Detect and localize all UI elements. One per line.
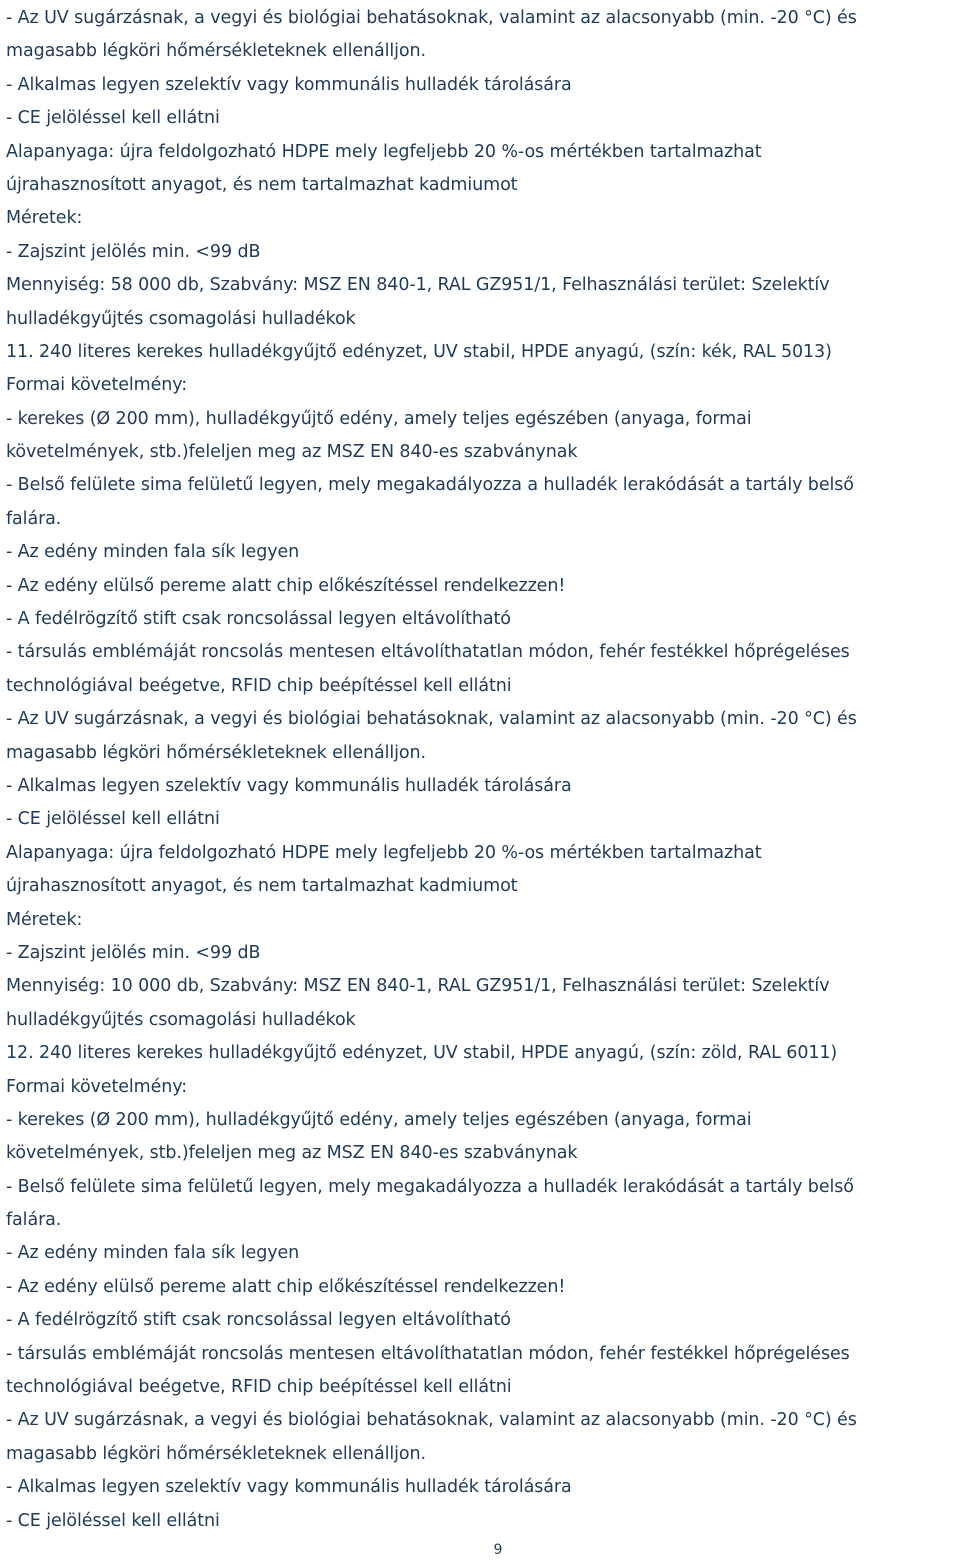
text-line: - Zajszint jelölés min. <99 dB — [6, 241, 261, 262]
text-line: - Az UV sugárzásnak, a vegyi és biológiai behatásoknak, valamint az alacsonyabb (min. -20 °C) és — [6, 709, 857, 730]
text-line: - CE jelöléssel kell ellátni — [6, 809, 220, 830]
text-line: - Belső felülete sima felületű legyen, mely megakadályozza a hulladék lerakódását a tartály belső — [6, 1176, 854, 1197]
text-line: technológiával beégetve, RFID chip beépítéssel kell ellátni — [6, 1377, 512, 1398]
text-line: - Az UV sugárzásnak, a vegyi és biológiai behatásoknak, valamint az alacsonyabb (min. -20 °C) és — [6, 1410, 857, 1431]
document-body — [6, 2, 956, 1538]
text-line: - CE jelöléssel kell ellátni — [6, 108, 220, 129]
text-line: - Alkalmas legyen szelektív vagy kommunális hulladék tárolására — [6, 1477, 572, 1498]
text-line: - társulás emblémáját roncsolás mentesen eltávolíthatatlan módon, fehér festékkel hőprégeléses — [6, 1343, 850, 1364]
text-line: - A fedélrögzítő stift csak roncsolással legyen eltávolítható — [6, 1310, 511, 1331]
text-line: falára. — [6, 1210, 62, 1231]
text-line: Mennyiség: 58 000 db, Szabvány: MSZ EN 840-1, RAL GZ951/1, Felhasználási terület: Szelektív — [6, 275, 830, 296]
text-line: Méretek: — [6, 909, 83, 930]
text-line: magasabb légköri hőmérsékleteknek ellenálljon. — [6, 41, 426, 62]
text-line: magasabb légköri hőmérsékleteknek ellenálljon. — [6, 1443, 426, 1464]
text-line: 11. 240 literes kerekes hulladékgyűjtő edényzet, UV stabil, HPDE anyagú, (szín: kék, RAL 5013) — [6, 341, 832, 362]
text-line: - kerekes (Ø 200 mm), hulladékgyűjtő edény, amely teljes egészében (anyaga, formai — [6, 408, 752, 429]
text-line: - Az edény minden fala sík legyen — [6, 1243, 300, 1264]
text-line: hulladékgyűjtés csomagolási hulladékok — [6, 1009, 356, 1030]
text-line: falára. — [6, 508, 62, 529]
text-line: - kerekes (Ø 200 mm), hulladékgyűjtő edény, amely teljes egészében (anyaga, formai — [6, 1109, 752, 1130]
text-line: - Alkalmas legyen szelektív vagy kommunális hulladék tárolására — [6, 775, 572, 796]
page-number: 9 — [493, 1542, 503, 1558]
text-line: - Az edény elülső pereme alatt chip előkészítéssel rendelkezzen! — [6, 1276, 566, 1297]
text-line: Alapanyaga: újra feldolgozható HDPE mely legfeljebb 20 %-os mértékben tartalmazhat — [6, 842, 762, 863]
text-line: - Zajszint jelölés min. <99 dB — [6, 942, 261, 963]
text-line: magasabb légköri hőmérsékleteknek ellenálljon. — [6, 742, 426, 763]
text-line: újrahasznosított anyagot, és nem tartalmazhat kadmiumot — [6, 876, 518, 897]
text-line: - CE jelöléssel kell ellátni — [6, 1510, 220, 1531]
text-line: Méretek: — [6, 208, 83, 229]
text-line: - Az edény minden fala sík legyen — [6, 542, 300, 563]
text-line: Mennyiség: 10 000 db, Szabvány: MSZ EN 840-1, RAL GZ951/1, Felhasználási terület: Szelektív — [6, 976, 830, 997]
text-line: - társulás emblémáját roncsolás mentesen eltávolíthatatlan módon, fehér festékkel hőprégeléses — [6, 642, 850, 663]
text-line: 12. 240 literes kerekes hulladékgyűjtő edényzet, UV stabil, HPDE anyagú, (szín: zöld, RAL 6011) — [6, 1043, 838, 1064]
text-line: - A fedélrögzítő stift csak roncsolással legyen eltávolítható — [6, 609, 511, 630]
text-line: követelmények, stb.)feleljen meg az MSZ EN 840-es szabványnak — [6, 1143, 578, 1164]
text-line: hulladékgyűjtés csomagolási hulladékok — [6, 308, 356, 329]
text-line: Alapanyaga: újra feldolgozható HDPE mely legfeljebb 20 %-os mértékben tartalmazhat — [6, 141, 762, 162]
text-line: Formai követelmény: — [6, 375, 188, 396]
text-line: - Alkalmas legyen szelektív vagy kommunális hulladék tárolására — [6, 74, 572, 95]
text-line: újrahasznosított anyagot, és nem tartalmazhat kadmiumot — [6, 174, 518, 195]
text-line: - Az UV sugárzásnak, a vegyi és biológiai behatásoknak, valamint az alacsonyabb (min. -20 °C) és — [6, 8, 857, 28]
text-line: Formai követelmény: — [6, 1076, 188, 1097]
text-line: követelmények, stb.)feleljen meg az MSZ EN 840-es szabványnak — [6, 442, 578, 463]
text-line: - Az edény elülső pereme alatt chip előkészítéssel rendelkezzen! — [6, 575, 566, 596]
text-line: - Belső felülete sima felületű legyen, mely megakadályozza a hulladék lerakódását a tartály belső — [6, 475, 854, 496]
text-line: technológiával beégetve, RFID chip beépítéssel kell ellátni — [6, 675, 512, 696]
